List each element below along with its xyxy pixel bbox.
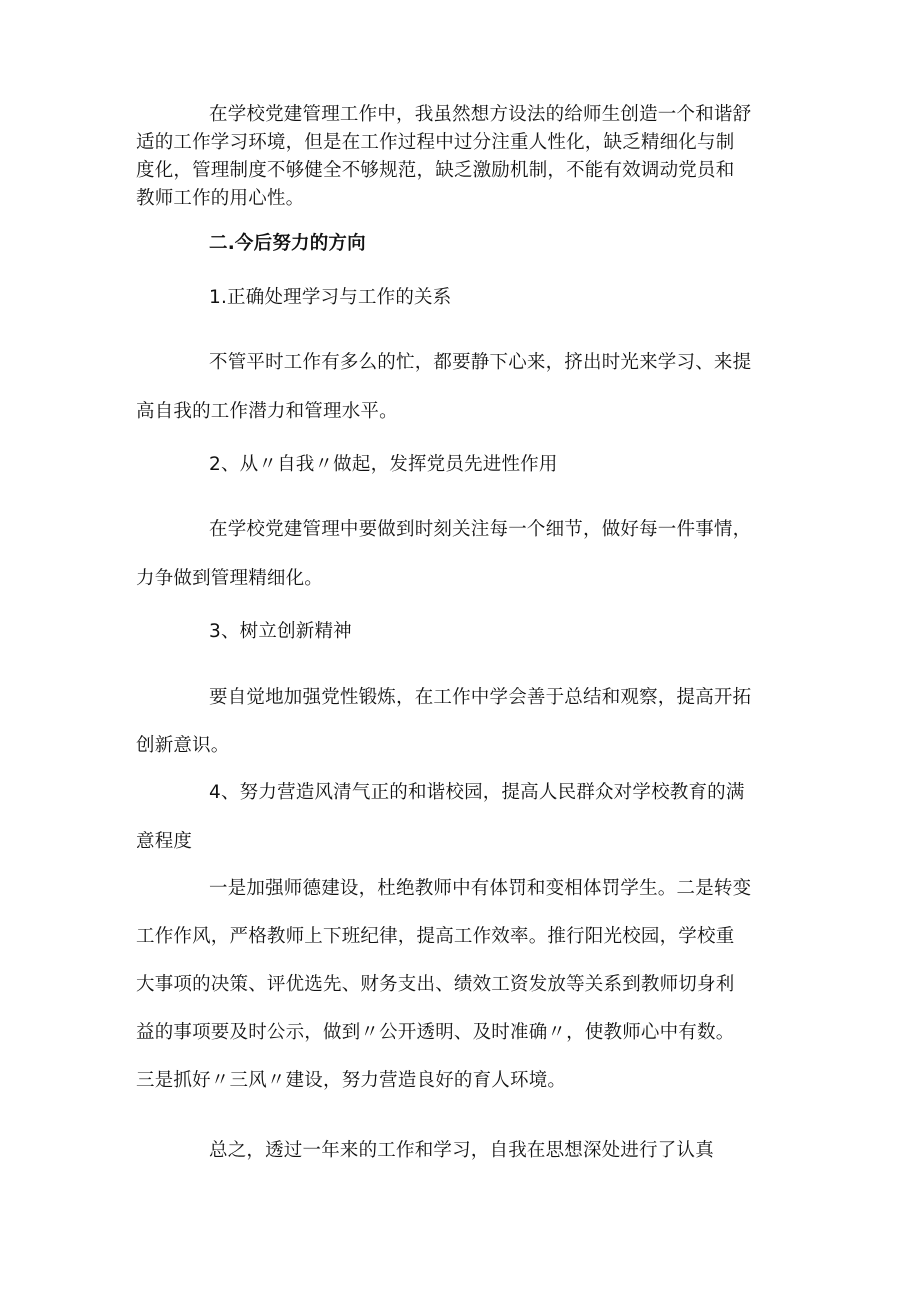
paragraph-1-line-1: 在学校党建管理工作中，我虽然想方设法的给师生创造一个和谐舒 [209,104,752,125]
item-1-line-2: 高自我的工作潜力和管理水平。 [136,401,398,422]
item-3-line-1: 要自觉地加强党性锻炼，在工作中学会善于总结和观察，提高开拓 [209,687,752,708]
item-1-title: 1.正确处理学习与工作的关系 [209,287,452,308]
item-4-line-2: 工作作风，严格教师上下班纪律，提高工作效率。推行阳光校园，学校重 [136,926,735,947]
paragraph-1-line-2: 适的工作学习环境，但是在工作过程中过分注重人性化，缺乏精细化与制 [136,132,735,153]
item-4-line-1: 一是加强师德建设，杜绝教师中有体罚和变相体罚学生。二是转变 [209,878,752,899]
item-4-line-5: 三是抓好〃三风〃建设，努力营造良好的育人环境。 [136,1070,567,1091]
item-1-line-1: 不管平时工作有多么的忙，都要静下心来，挤出时光来学习、来提 [209,352,752,373]
conclusion-line-1: 总之，透过一年来的工作和学习，自我在思想深处进行了认真 [209,1140,714,1161]
item-4-title-line-1: 4、努力营造风清气正的和谐校园，提高人民群众对学校教育的满 [209,782,745,803]
paragraph-1-line-3: 度化，管理制度不够健全不够规范，缺乏激励机制，不能有效调动党员和 [136,160,735,181]
item-2-line-1: 在学校党建管理中要做到时刻关注每一个细节，做好每一件事情， [209,519,752,540]
paragraph-1-line-4: 教师工作的用心性。 [136,188,305,209]
item-3-title: 3、树立创新精神 [209,621,352,642]
item-2-line-2: 力争做到管理精细化。 [136,568,324,589]
section-heading: 二.今后努力的方向 [209,233,366,254]
item-2-title: 2、从〃自我〃做起，发挥党员先进性作用 [209,454,558,475]
item-3-line-2: 创新意识。 [136,735,230,756]
item-4-line-3: 大事项的决策、评优选先、财务支出、绩效工资发放等关系到教师切身利 [136,974,735,995]
item-4-title-line-2: 意程度 [136,831,193,852]
item-4-line-4: 益的事项要及时公示，做到〃公开透明、及时准确〃，使教师心中有数。 [136,1022,735,1043]
